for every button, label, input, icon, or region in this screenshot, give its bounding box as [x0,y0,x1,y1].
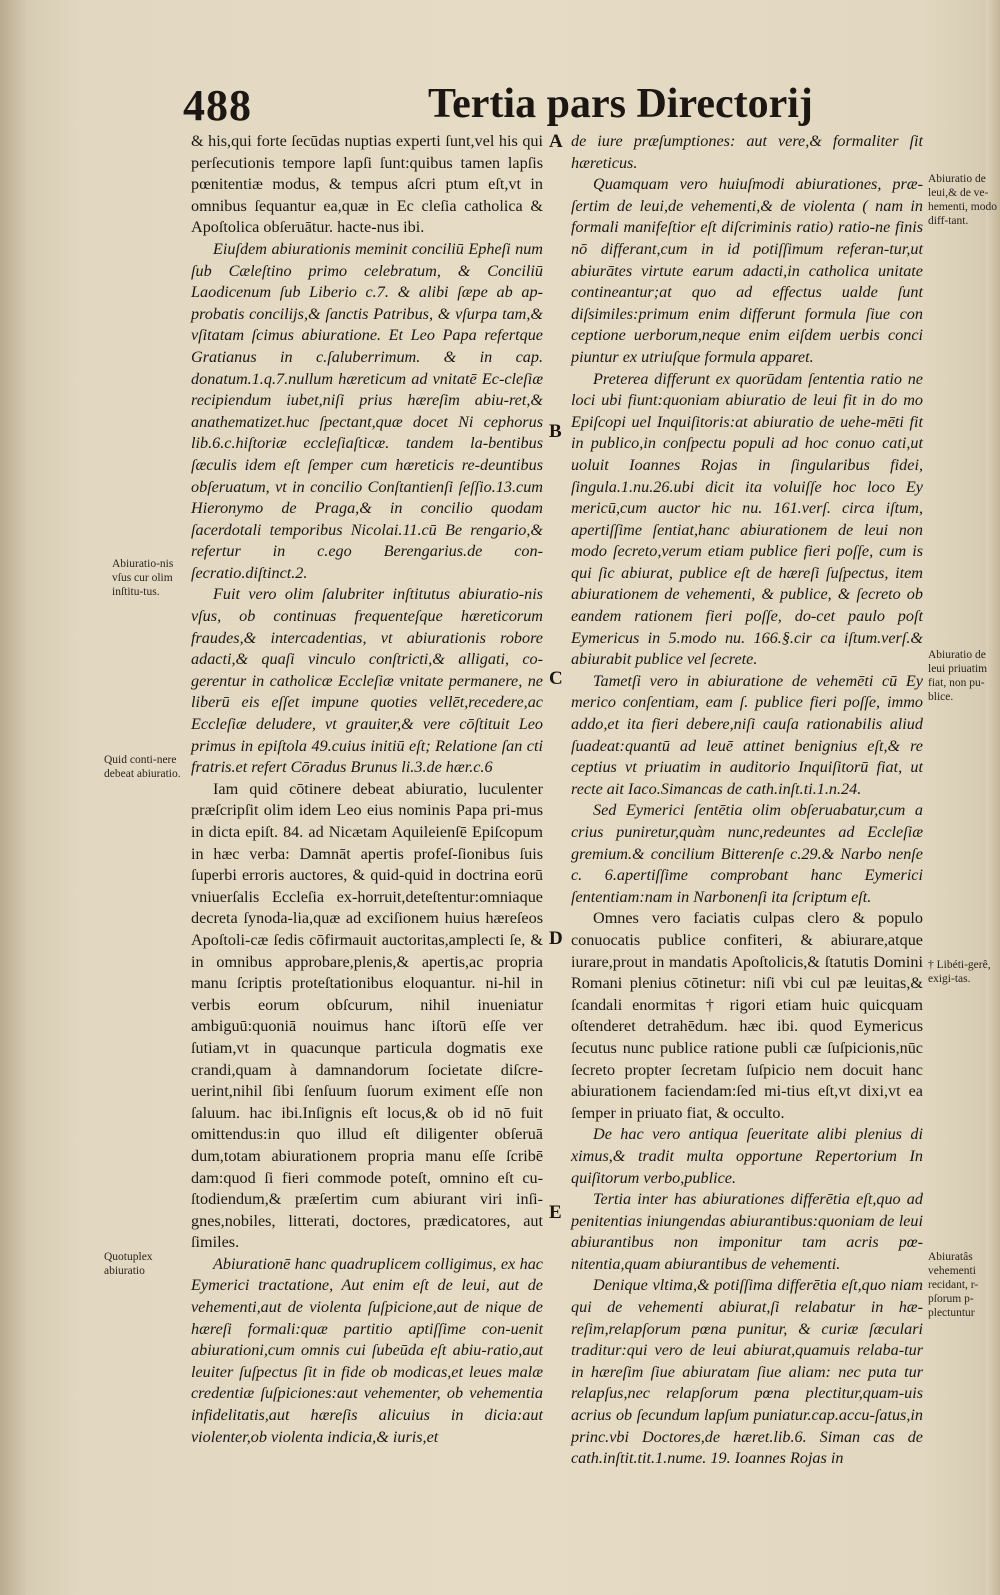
paragraph: & his,qui forte ſecūdas nuptias experti ſunt,vel his qui perſecutionis tempore lapſi ſunt:quibus tamen lapſis pœnitentiæ modus, & tempus aſcri ptum eſt,vt in omnibus ſequantur ea,quæ in Ec cleſia catholica & Apoſtolica obſeruātur. hacte-nus ibi. [191,132,543,237]
section-letter-a: A [549,131,563,152]
running-title: Tertia pars Directorij [428,81,813,127]
page-number: 488 [183,81,252,130]
right-margin-note: Abiuratio de leui priuatim fiat, non pu-blice. [928,649,988,703]
paragraph: de iure præſumptiones: aut vere,& formaliter ſit hæreticus. [571,132,923,172]
paragraph: Sed Eymerici ſentētia olim obſeruabatur,cum a crius puniretur,quàm nunc,redeuntes ad Eccleſiæ gremium.& concilium Bitterenſe c.29.& Narbo nenſe c. 6.apertiſſime comprobant hanc Eymerici ſententiam:nam in Narbonenſi ita ſcriptum eſt. [571,801,923,906]
paragraph: Tametſi vero in abiuratione de vehemēti cū Ey merico conſentiam, eam ſ. publice fieri poſſe, immo addo,et ita fieri debere,niſi cauſa rationabilis aliud ſuadeat:quantū ad leuē attinet benignius eſt,& re ceptius vt priuatim in auditorio Inquiſitorū fiat, ut recte ait Iaco.Simancas de cath.inſt.ti.1.n.24. [571,671,923,798]
section-letter-c: C [549,668,563,689]
left-margin-note: Abiuratio-nis vſus cur olim inſtitu-tus. [112,558,174,598]
binding-shadow [0,0,26,1595]
page-edge [986,0,1000,1595]
page-header [0,80,1000,132]
paragraph: Omnes vero faciatis culpas clero & populo conuocatis publice confiteri, & abiurare,atque iurare,prout in mandatis Apoſtolicis,& ſtatutis Domini Romani plenius cōtinetur: niſi vbi cul pæ leuitas,& ſcandali enormitas † rigori etiam huic quicquam oſtenderet detrahēdum. hæc ibi. quod Eymericus ſecutus nunc publice ratione publi cæ ſuſpicionis,nūc ſecreto propter ſecretam ſuſpicio nem docuit hanc abiurationem faciendam:ſed mi-tius eſt,vt dixi,vt ea ſemper in priuato fiat, & occulto. [571,909,923,1122]
right-margin-note: Abiuratio de leui,& de ve-hementi, modo diff-tant. [928,173,997,227]
paragraph: De hac vero antiqua ſeueritate alibi plenius di ximus,& tradit multa opportune Repertorium In quiſitorum verbo,publice. [571,1125,923,1187]
section-letter-b: B [549,421,562,442]
paragraph: Denique vltima,& potiſſima differētia eſt,quo niam qui de vehementi abiurat,ſi relabatur in hæ-reſim,relapſorum pœna punitur, & curiæ ſæculari traditur:qui vero de leui abiurat,quamuis relaba-tur in hæreſim ſiue abiuratam ſiue aliam: nec puta tur relapſus,nec relapſorum pœna plectitur,quam-uis acrius ob ſecundum lapſum puniatur.cap.accu-ſatus,in princ.vbi Doctores,de hæret.lib.6. Siman cas de cath.inſtit.tit.1.nume. 19. Ioannes Rojas in [571,1276,923,1468]
right-margin-note: Abiuratâs vehementi recidant, r-pſorum p-plectuntur [928,1251,979,1319]
paragraph: Abiurationē hanc quadruplicem colligimus, ex hac Eymerici tractatione, Aut enim eſt de leui, aut de vehementi,aut de violenta ſuſpicione,aut de nique de hæreſi formali:quæ partitio aptiſſime con-uenit abiurationi,cum omnis cui ſubeūda eſt abiu-ratio,aut leuiter ſuſpectus ſit in fide ob modicas,et leues malæ credentiæ ſuſpiciones:aut vehementer, ob vehementia infidelitatis,aut hæreſis alicuius in dicia:aut violenter,ob violenta indicia,& iuris,et [191,1254,543,1446]
left-margin-note: Quotuplex abiuratio [104,1251,153,1277]
right-column [571,131,923,1470]
section-letter-e: E [549,1202,562,1223]
paragraph: Iam quid cōtinere debeat abiuratio, luculenter præſcripſit olim idem Leo eius nominis Papa pri-mus in dicta epiſt. 84. ad Nicætam Aquileienſē Epiſcopum in hæc verba: Damnāt apertis profeſ-ſionibus ſuis ſuperbi erroris auctores, & quid-quid in doctrina eorū vniuerſalis Eccleſia ex-horruit,deteſtentur:omniaque decreta ſynoda-lia,quæ ad exciſionem huius hæreſeos Apoſtoli-cæ ſedis cōfirmauit auctoritas,amplecti ſe, & in omnibus approbare,plenis,& apertis,ac propria manu ſcriptis proteſtationibus eloquantur. ni-hil in verbis eorum obſcurum, nihil inueniatur ambiguū:quoniā nouimus hanc iſtorū eſſe ver ſutiam,vt in quacunque particula dogmatis exe crandi,quam à damnandorum ſocietate diſcre-uerint,nihil ſibi ſenſuum ſuorum eximent eſſe non ſaluum. hac ibi.Inſignis eſt locus,& ob id nō fuit omittendus:in quo illud eſt diligenter obſeruā dum,totam abiurationem propria manu eſſe ſcribē dam:quod ſi fieri commode poteſt, omnino eſt cu-ſtodiendum,& præſertim cum abiurant viri inſi-gnes,nobiles, litterati, doctores, prædicatores, aut ſimiles. [191,779,543,1252]
paragraph: Eiuſdem abiurationis meminit conciliū Epheſi num ſub Cæleſtino primo celebratum, & Conciliū Laodicenum ſub Liberio c.7. & alibi ſæpe ab ap-probatis concilijs,& ſanctis Patribus, & vſurpa tam,& vſitatam ſcimus abiuratione. Et Leo Papa refertque Gratianus in c.ſaluberrimum. & in cap. donatum.1.q.7.nullum hæreticum ad vnitatē Ec-cleſiæ recipiendum iubet,niſi prius hæreſim abiu-ret,& anathematizet.huc ſpectant,quæ docet Ni cephorus lib.6.c.hiſtoriæ eccleſiaſticæ. tandem la-bentibus ſæculis idem eſt ſemper cum hæreticis re-deuntibus obſeruatum, vt in concilio Conſtantienſi ſeſſio.13.cum Hieronymo de Praga,& in concilio quodam ſacerdotali temporibus Nicolai.11.cū Be rengario,& refertur in c.ego Berengarius.de con-ſecratio.diſtinct.2. [191,239,543,582]
paragraph: Tertia inter has abiurationes differētia eſt,quo ad penitentias iniungendas abiurantibus:quoniam de leui abiurantibus non imponitur tam acris pœ-nitentia,quam abiurantibus de vehementi. [571,1190,923,1273]
right-margin-note: † Libéti-gerê, exigi-tas. [928,959,991,985]
left-margin-note: Quid conti-nere debeat abiuratio. [104,754,181,780]
paragraph: Quamquam vero huiuſmodi abiurationes, præ-ſertim de leui,de vehementi,& de violenta ( nam in formali manifeſtior eſt diſcriminis ratio) ratio-ne finis nō differant,cum in id potiſſimum referan-tur,ut abiurātes virtute earum adacti,in catholica unitate contineantur;at quo ad effectus ualde ſunt diſsimiles:primum enim differunt formula ſiue con ceptione uerborum,neque enim eiſdem uerbis conci piuntur ex utriuſque formula apparet. [571,175,923,366]
paragraph: Fuit vero olim ſalubriter inſtitutus abiuratio-nis vſus, ob continuas frequenteſque hæreticorum fraudes,& intercadentias, vt abiurationis robore adacti,& quaſi vinculo conſtricti,& alligati, co-gerentur in catholicæ Eccleſiæ vnitate permanere, ne liberū eis eſſet impune quoties vellēt,recedere,ac Eccleſiæ deludere, vt grauiter,& vere cōſtituit Leo primus in epiſtola 49.cuius initiū eſt; Relatione ſan cti fratris.et refert Cōradus Brunus li.3.de hær.c.6 [191,585,543,777]
left-column [191,131,543,1448]
paragraph: Preterea differunt ex quorūdam ſententia ratio ne loci ubi fiunt:quoniam abiuratio de leui fit in do mo Epiſcopi uel Inquiſitoris:at abiuratio de uehe-mēti fit in publico,in conſpectu populi ad hoc conuo cati,ut uoluit Ioannes Rojas in ſingularibus fidei, ſingula.1.nu.26.ubi dicit ita voluiſſe hoc loco Ey mericū,cum auctor hic nu. 161.verſ. circa iſtum, apertiſſime ſentiat,hanc abiurationem de leui non modo ſecreto,verum etiam publice fieri poſſe, cum is qui ſic abiurat, publice eſt de hæreſi ſuſpectus, item abiurationem de vehementi, & publice, & ſecreto ob eandem rationem fieri poſſe, do-cet paulo poſt Eymericus in 5.modo nu. 166.§.cir ca iſtum.verſ.& abiurabit publice vel ſecrete. [571,369,923,669]
section-letter-d: D [549,928,563,949]
